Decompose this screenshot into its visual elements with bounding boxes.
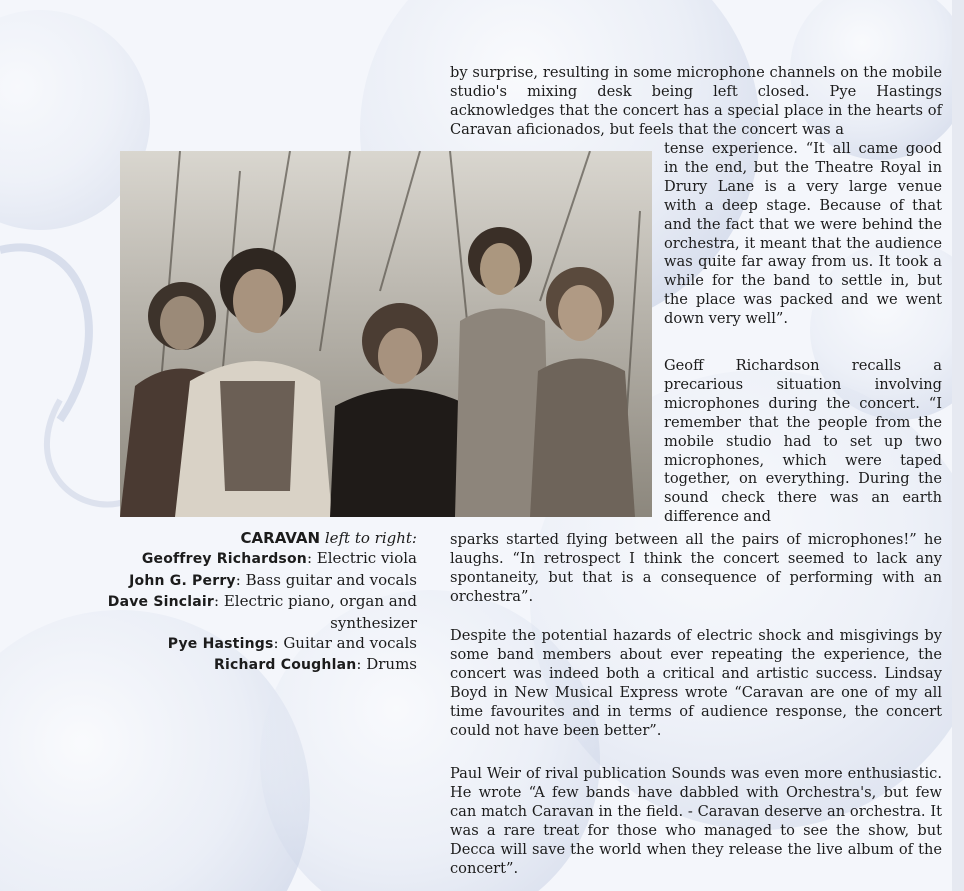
caption-member: [57, 654, 417, 675]
member-name: John G. Perry: [129, 572, 236, 589]
caption-band-name: CARAVAN: [240, 529, 321, 547]
band-photo: [120, 151, 652, 517]
caption-member: [57, 633, 417, 654]
paragraph-hazards: Despite the potential hazards of electric shock and misgivings by some band members about ever repeating the experience, the concert was indeed both a critical and artistic success. Lindsay Boyd in New Musical Express wrote “Caravan are one of my all time favourites and in terms of audience response, the concert could not have been better”.: [450, 627, 942, 739]
caption-member: [57, 548, 417, 569]
paragraph-theatre-quote: tense experience. “It all came good in the end, but the Theatre Royal in Drury Lane is a very large venue with a deep stage. Because of that and the fact that we were behind the orchestra, it meant that the audience was quite far away from us. It took a while for the band to settle in, but the place was packed and we went down very well”.: [664, 140, 942, 328]
member-role: : Drums: [356, 655, 417, 674]
member-role: : Electric piano, organ and synthesizer: [214, 592, 417, 632]
member-role: : Bass guitar and vocals: [235, 570, 417, 589]
member-name: Dave Sinclair: [107, 594, 215, 611]
paragraph-geoff: Geoff Richardson recalls a precarious situation involving microphones during the concert. “I remember that the people from the mobile studio had to set up two microphones, which were taped together, on everything. During the sound check there was an earth difference and: [664, 357, 942, 526]
caption-heading: [57, 528, 417, 548]
member-role: : Guitar and vocals: [273, 634, 417, 653]
caption-member: [57, 570, 417, 591]
caption-subtitle: left to right:: [324, 529, 417, 547]
member-name: Pye Hastings: [167, 636, 274, 653]
paragraph-intro: by surprise, resulting in some microphone channels on the mobile studio's mixing desk being left closed. Pye Hastings acknowledges that the concert has a special place in the hearts of Caravan aficionados, but feels that the concert was a: [450, 64, 942, 138]
photo-caption: [57, 528, 417, 676]
paragraph-weir: Paul Weir of rival publication Sounds was even more enthusiastic. He wrote “A few bands have dabbled with Orchestra's, but few can match Caravan in the field. - Caravan deserve an orchestra. It was a rare treat for those who managed to see the show, but Decca will save the world when they release the live album of the concert”.: [450, 765, 942, 877]
member-role: : Electric viola: [306, 549, 417, 568]
caption-member: [57, 591, 417, 633]
paragraph-geoff-continued: sparks started flying between all the pairs of microphones!” he laughs. “In retrospect I think the concert seemed to lack any spontaneity, but that is a consequence of performing with an orchestra”.: [450, 531, 942, 605]
member-name: Richard Coughlan: [214, 657, 357, 674]
member-name: Geoffrey Richardson: [141, 551, 307, 568]
